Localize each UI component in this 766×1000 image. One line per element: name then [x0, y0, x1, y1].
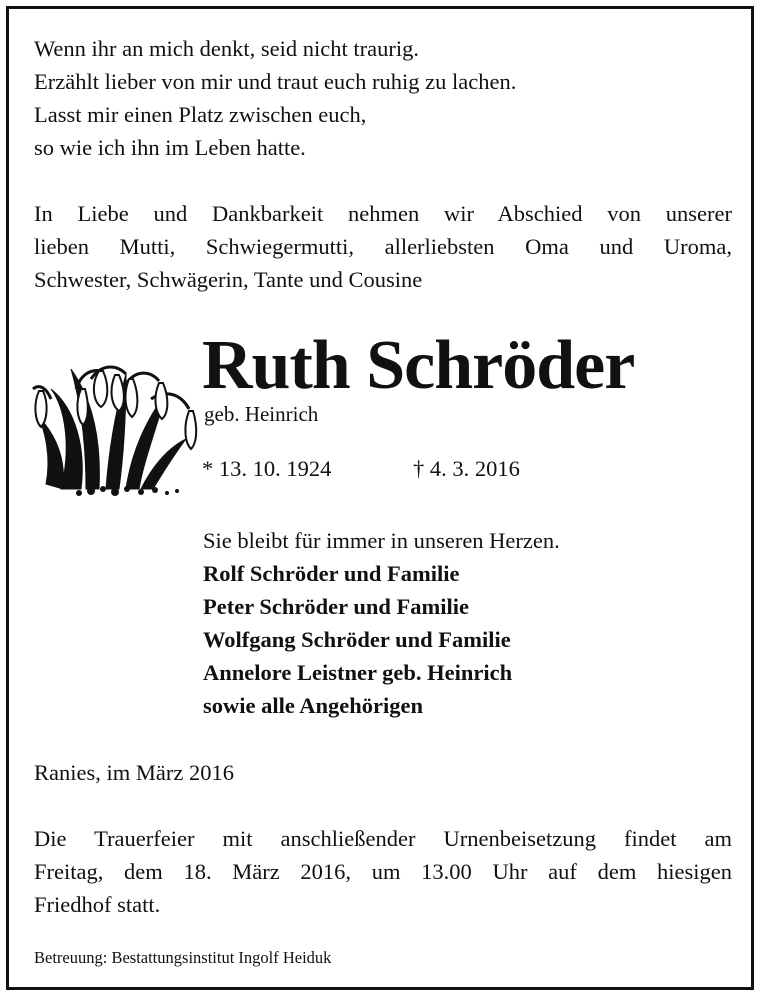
intro-line-2: lieben Mutti, Schwiegermutti, allerliebsten Oma und Uroma,	[34, 234, 732, 259]
mourner-5: sowie alle Angehörigen	[203, 693, 423, 718]
mourner-1: Rolf Schröder und Familie	[203, 561, 460, 586]
poem-line-2: Erzählt lieber von mir und traut euch ruhig zu lachen.	[34, 69, 517, 94]
mourner-2: Peter Schröder und Familie	[203, 594, 470, 619]
motto: Sie bleibt für immer in unseren Herzen.	[203, 528, 560, 553]
ceremony-line-1: Die Trauerfeier mit anschließender Urnenbeisetzung findet am	[34, 826, 732, 851]
ceremony-line-3: Friedhof statt.	[34, 892, 161, 917]
death-date: † 4. 3. 2016	[413, 456, 520, 481]
ceremony-line-2: Freitag, dem 18. März 2016, um 13.00 Uhr auf dem hiesigen	[34, 859, 732, 884]
intro-line-1: In Liebe und Dankbarkeit nehmen wir Abschied von unserer	[34, 201, 732, 226]
funeral-home: Betreuung: Bestattungsinstitut Ingolf Heiduk	[34, 948, 332, 967]
mourner-3: Wolfgang Schröder und Familie	[203, 627, 511, 652]
obituary-notice	[6, 6, 754, 990]
snowdrop-flower-icon	[31, 349, 201, 499]
maiden-name: geb. Heinrich	[204, 402, 319, 426]
poem-line-1: Wenn ihr an mich denkt, seid nicht traurig.	[34, 36, 419, 61]
poem-line-3: Lasst mir einen Platz zwischen euch,	[34, 102, 367, 127]
deceased-name: Ruth Schröder	[202, 327, 635, 404]
intro-line-3: Schwester, Schwägerin, Tante und Cousine	[34, 267, 423, 292]
place-date: Ranies, im März 2016	[34, 760, 234, 785]
mourner-4: Annelore Leistner geb. Heinrich	[203, 660, 513, 685]
poem-line-4: so wie ich ihn im Leben hatte.	[34, 135, 306, 160]
birth-date: * 13. 10. 1924	[202, 456, 332, 481]
